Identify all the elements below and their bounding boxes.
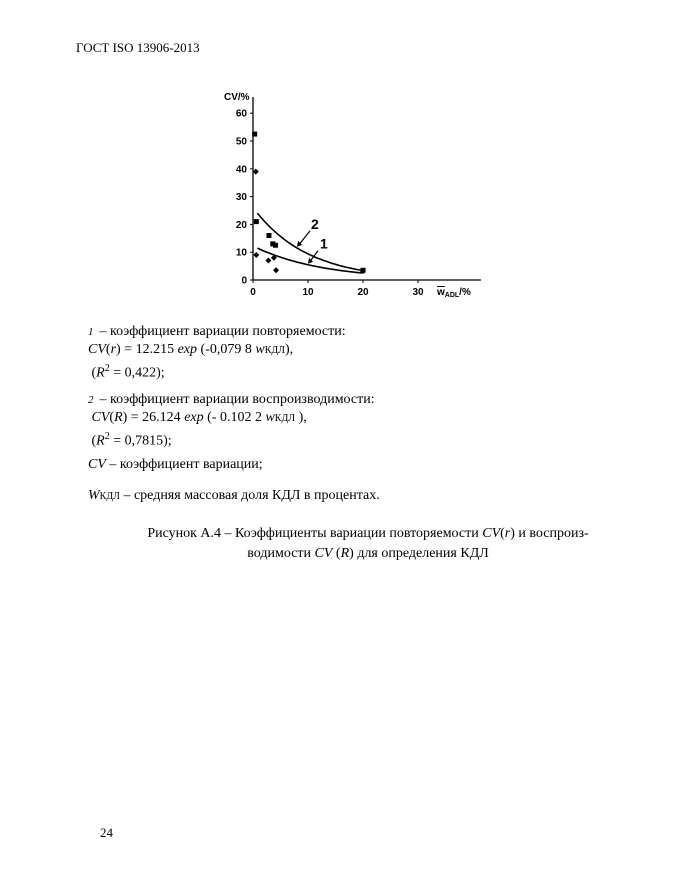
y-tick-label: 10 — [235, 247, 247, 259]
legend-cv-definition — [88, 456, 263, 474]
caption-text: ( — [500, 526, 505, 541]
r-symbol: R — [340, 546, 350, 561]
cv-symbol: CV — [314, 546, 333, 561]
caption-line-2 — [88, 544, 648, 564]
formula-part: ), — [295, 410, 307, 425]
cv-symbol: CV — [91, 410, 110, 425]
document-header: ГОСТ ISO 13906-2013 — [76, 40, 200, 55]
series-1-leader-line — [309, 251, 318, 263]
series-2-point — [270, 241, 275, 246]
w-symbol: W — [88, 488, 100, 503]
series-1-point — [271, 255, 277, 261]
r-symbol: r — [110, 342, 117, 357]
series-1-fit-curve — [257, 248, 362, 273]
legend-item-2-number: 2 — [88, 394, 94, 406]
caption-line-1 — [88, 524, 648, 544]
formula-part: ) = 12.215 — [116, 342, 175, 357]
formula-part: = 0,7815); — [109, 433, 172, 449]
formula-part: ( — [91, 365, 97, 381]
legend-item-2-description: – коэффициент вариации воспроизводимости: — [99, 392, 375, 407]
x-axis-label: $w_{ADL}/\%$ — [437, 287, 471, 299]
formula-part: ( — [91, 433, 97, 449]
x-tick-label: 0 — [250, 287, 256, 298]
series-2-label: 2 — [311, 215, 319, 232]
caption-text: ) для определения КДЛ — [349, 546, 489, 561]
formula-part: (-0,079 8 — [200, 342, 252, 357]
y-axis-label: CV/% — [224, 92, 250, 103]
formula-part: (- 0.102 2 — [207, 410, 262, 425]
legend-item-2 — [88, 391, 375, 451]
formula-part: ), — [284, 342, 294, 357]
x-tick-label: 20 — [357, 287, 369, 298]
legend-item-2-r-squared — [88, 428, 375, 451]
y-tick-label: 0 — [241, 275, 247, 287]
r-symbol: R — [114, 410, 123, 425]
w-subscript: КДЛ — [274, 413, 296, 424]
y-tick-label: 60 — [235, 108, 247, 120]
w-subscript: КДЛ — [264, 345, 285, 356]
legend-item-2-title — [88, 391, 375, 409]
exp-symbol: exp — [184, 410, 204, 425]
legend-w-definition — [88, 487, 380, 506]
legend-item-1 — [88, 323, 346, 383]
y-tick-label: 40 — [235, 164, 247, 176]
formula-part: ) = 26.124 — [122, 410, 181, 425]
page-number: 24 — [100, 825, 113, 840]
series-1-point — [360, 268, 366, 274]
series-1-point — [253, 169, 259, 175]
series-1-label: 1 — [320, 235, 328, 252]
superscript: 2 — [104, 363, 110, 374]
series-2-point — [361, 268, 366, 273]
w-subscript: КДЛ — [99, 491, 120, 502]
formula-part: ( — [105, 342, 111, 357]
legend-item-1-formula — [88, 341, 346, 360]
cv-symbol: CV — [88, 457, 106, 472]
series-1-point — [273, 267, 279, 273]
w-definition-text: – средняя массовая доля КДЛ в процентах. — [119, 488, 380, 503]
series-2-point — [273, 243, 278, 248]
y-tick-label: 50 — [235, 136, 247, 148]
y-tick-label: 30 — [235, 192, 247, 204]
caption-text: ( — [332, 546, 341, 561]
w-symbol: w — [255, 342, 265, 357]
series-1-leader-arrow — [308, 258, 313, 264]
series-2-leader-line — [298, 231, 310, 246]
r-symbol: r — [504, 526, 511, 541]
legend-item-1-title — [88, 323, 346, 341]
w-symbol: w — [265, 410, 275, 425]
series-1-point — [253, 252, 259, 258]
y-tick-label: 20 — [235, 219, 247, 231]
series-2-point — [254, 219, 259, 224]
exp-symbol: exp — [177, 342, 198, 357]
r-symbol: R — [96, 433, 105, 449]
series-1-point — [265, 258, 271, 264]
r-symbol: R — [96, 365, 105, 381]
series-2-fit-curve — [257, 213, 362, 270]
x-tick-label: 10 — [302, 287, 314, 298]
caption-text: ) и воспроиз- — [510, 526, 589, 541]
series-2-leader-arrow — [297, 241, 302, 247]
legend-item-1-description: – коэффициент вариации повторяемости: — [99, 324, 346, 339]
legend-item-1-number: 1 — [88, 326, 94, 338]
series-2-point — [252, 132, 257, 137]
formula-part: ( — [109, 410, 115, 425]
series-2-point — [266, 233, 271, 238]
figure-caption — [88, 524, 648, 564]
caption-text: Рисунок А.4 – Коэффициенты вариации повторяемости — [147, 526, 483, 541]
formula-part: = 0,422); — [109, 365, 165, 381]
legend-item-2-formula — [88, 409, 375, 428]
cv-symbol: CV — [88, 342, 106, 357]
legend-item-1-r-squared — [88, 360, 346, 383]
cv-definition-text: – коэффициент вариации; — [105, 457, 263, 472]
cv-symbol: CV — [482, 526, 501, 541]
superscript: 2 — [104, 431, 110, 442]
caption-text: водимости — [247, 546, 315, 561]
x-tick-label: 30 — [412, 287, 424, 298]
